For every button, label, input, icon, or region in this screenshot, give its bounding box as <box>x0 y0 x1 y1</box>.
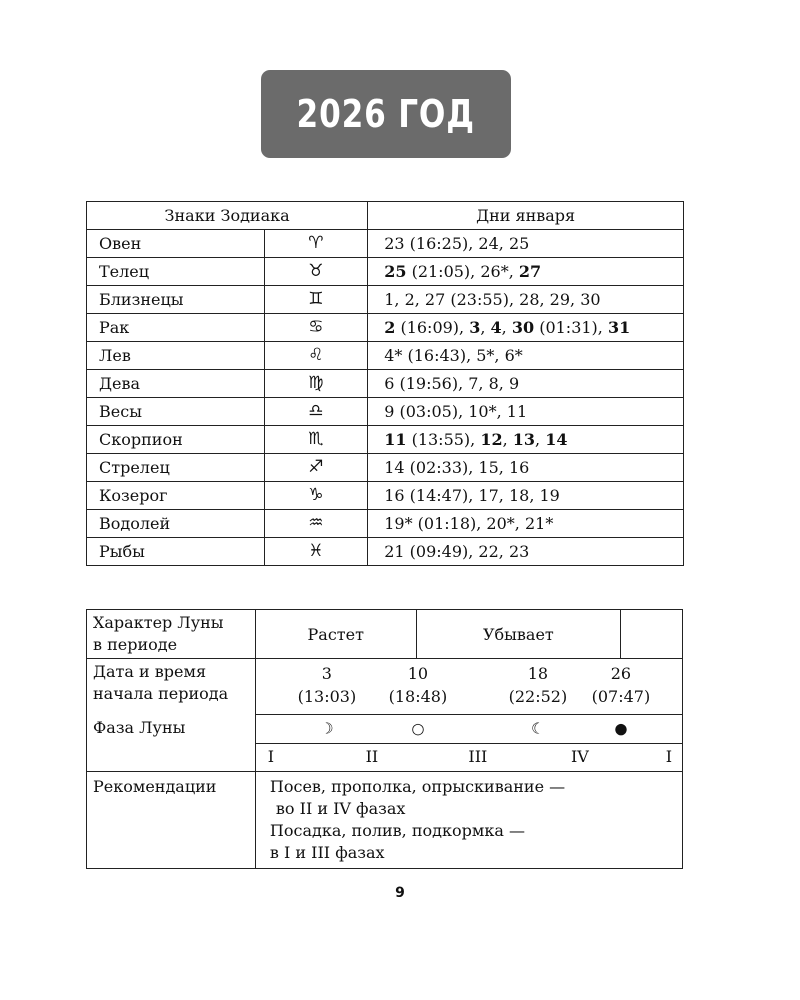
character-label-line-2: в периоде <box>93 635 178 654</box>
zodiac-sign-name: Весы <box>87 398 265 426</box>
period-start-day: 3 <box>321 664 332 683</box>
period-start-time: (22:52) <box>508 687 568 706</box>
zodiac-sign-name: Дева <box>87 370 265 398</box>
zodiac-row <box>87 370 684 398</box>
date-label-line-1: Дата и время <box>93 662 207 681</box>
phase-label: Фаза Луны <box>93 717 186 737</box>
period-start-day: 10 <box>407 664 429 683</box>
zodiac-days <box>368 482 684 510</box>
moon-table <box>86 609 683 869</box>
recommendations-label: Рекомендации <box>93 777 217 796</box>
zodiac-symbol-icon: ♍︎ <box>264 370 368 398</box>
empty-cell <box>621 610 683 659</box>
day-bold: 31 <box>607 318 631 337</box>
day-text: (16:09), <box>395 318 470 337</box>
zodiac-row <box>87 510 684 538</box>
zodiac-days <box>368 342 684 370</box>
day-text: 21 (09:49), 22, 23 <box>384 542 530 561</box>
day-bold: 2 <box>384 318 396 337</box>
zodiac-days <box>368 454 684 482</box>
phase-number: II <box>365 747 379 766</box>
day-text: 16 (14:47), 17, 18, 19 <box>384 486 560 505</box>
zodiac-row <box>87 230 684 258</box>
year-title-banner <box>261 70 511 158</box>
period-start-day: 26 <box>610 664 632 683</box>
day-text: 9 (03:05), 10*, 11 <box>384 402 528 421</box>
phase-number: III <box>468 747 488 766</box>
zodiac-row <box>87 286 684 314</box>
day-text: (21:05), 26*, <box>406 262 519 281</box>
zodiac-row <box>87 454 684 482</box>
zodiac-days <box>368 230 684 258</box>
zodiac-row <box>87 314 684 342</box>
zodiac-symbol-icon: ♋︎ <box>264 314 368 342</box>
day-text: (13:55), <box>406 430 481 449</box>
day-bold: 4 <box>490 318 502 337</box>
zodiac-days <box>368 314 684 342</box>
moon-dates-row <box>87 659 683 715</box>
zodiac-sign-name: Рак <box>87 314 265 342</box>
zodiac-symbol-icon: ♏︎ <box>264 426 368 454</box>
zodiac-row <box>87 482 684 510</box>
waning-crescent-icon: ☾ <box>531 719 545 738</box>
day-text: 23 (16:25), 24, 25 <box>384 234 530 253</box>
zodiac-sign-name: Скорпион <box>87 426 265 454</box>
phase-number: IV <box>570 747 589 766</box>
day-bold: 11 <box>384 430 407 449</box>
zodiac-row <box>87 538 684 566</box>
zodiac-row <box>87 426 684 454</box>
zodiac-sign-name: Близнецы <box>87 286 265 314</box>
character-label <box>87 610 256 659</box>
zodiac-table <box>86 201 684 566</box>
recommendation-line: Посадка, полив, подкормка — <box>269 821 525 840</box>
period-start-time: (13:03) <box>297 687 357 706</box>
moon-character-row <box>87 610 683 659</box>
day-text: (01:31), <box>534 318 608 337</box>
header-days: Дни января <box>368 202 684 230</box>
dates-cell <box>255 659 682 715</box>
zodiac-symbol-icon: ♓︎ <box>264 538 368 566</box>
year-title: 2026 ГОД <box>296 92 476 136</box>
day-bold: 27 <box>518 262 542 281</box>
zodiac-symbol-icon: ♐︎ <box>264 454 368 482</box>
day-bold: 13 <box>512 430 536 449</box>
day-text: , <box>480 318 491 337</box>
day-text: 1, 2, 27 (23:55), 28, 29, 30 <box>384 290 601 309</box>
character-label-line-1: Характер Луны <box>93 613 224 632</box>
day-text: , <box>501 318 512 337</box>
phase-number: I <box>665 747 673 766</box>
moon-recommendations-row <box>87 772 683 869</box>
zodiac-days <box>368 510 684 538</box>
zodiac-sign-name: Водолей <box>87 510 265 538</box>
zodiac-header-row <box>87 202 684 230</box>
phase-number: I <box>267 747 275 766</box>
page-number: 9 <box>395 885 405 901</box>
recommendations-cell <box>255 772 682 869</box>
header-signs: Знаки Зодиака <box>87 202 368 230</box>
date-label <box>87 659 256 715</box>
zodiac-days <box>368 286 684 314</box>
phase-numbers-cell <box>255 744 682 772</box>
zodiac-symbol-icon: ♎︎ <box>264 398 368 426</box>
recommendations-label-cell <box>87 772 256 869</box>
zodiac-symbol-icon: ♌︎ <box>264 342 368 370</box>
phase-symbols-cell <box>255 715 682 744</box>
zodiac-days <box>368 370 684 398</box>
waxing-crescent-icon: ☽ <box>320 719 334 738</box>
period-start-day: 18 <box>527 664 549 683</box>
zodiac-days <box>368 426 684 454</box>
day-text: 19* (01:18), 20*, 21* <box>384 514 554 533</box>
period-start-time: (07:47) <box>591 687 651 706</box>
zodiac-sign-name: Рыбы <box>87 538 265 566</box>
zodiac-days <box>368 258 684 286</box>
zodiac-days <box>368 538 684 566</box>
period-start-time: (18:48) <box>388 687 448 706</box>
full-moon-icon: ○ <box>411 719 425 738</box>
zodiac-sign-name: Овен <box>87 230 265 258</box>
recommendation-line: во II и IV фазах <box>275 799 406 818</box>
day-text: , <box>535 430 546 449</box>
day-text: 14 (02:33), 15, 16 <box>384 458 530 477</box>
day-text: , <box>502 430 513 449</box>
zodiac-symbol-icon: ♑︎ <box>264 482 368 510</box>
date-label-line-2: начала периода <box>93 684 229 703</box>
moon-phase-row <box>87 715 683 744</box>
day-bold: 12 <box>480 430 503 449</box>
zodiac-sign-name: Стрелец <box>87 454 265 482</box>
zodiac-sign-name: Телец <box>87 258 265 286</box>
day-bold: 14 <box>545 430 568 449</box>
zodiac-symbol-icon: ♒︎ <box>264 510 368 538</box>
growing-cell: Растет <box>255 610 416 659</box>
day-bold: 30 <box>511 318 535 337</box>
day-bold: 25 <box>384 262 407 281</box>
zodiac-symbol-icon: ♈︎ <box>264 230 368 258</box>
zodiac-row <box>87 342 684 370</box>
new-moon-icon: ● <box>614 719 628 738</box>
zodiac-symbol-icon: ♊︎ <box>264 286 368 314</box>
day-bold: 3 <box>469 318 481 337</box>
recommendation-line: Посев, прополка, опрыскивание — <box>269 777 566 796</box>
zodiac-row <box>87 398 684 426</box>
zodiac-sign-name: Козерог <box>87 482 265 510</box>
day-text: 6 (19:56), 7, 8, 9 <box>384 374 520 393</box>
zodiac-symbol-icon: ♉︎ <box>264 258 368 286</box>
zodiac-row <box>87 258 684 286</box>
zodiac-days <box>368 398 684 426</box>
phase-label-cell <box>87 715 256 772</box>
zodiac-sign-name: Лев <box>87 342 265 370</box>
recommendation-line: в I и III фазах <box>269 843 385 862</box>
waning-cell: Убывает <box>416 610 621 659</box>
day-text: 4* (16:43), 5*, 6* <box>384 346 523 365</box>
